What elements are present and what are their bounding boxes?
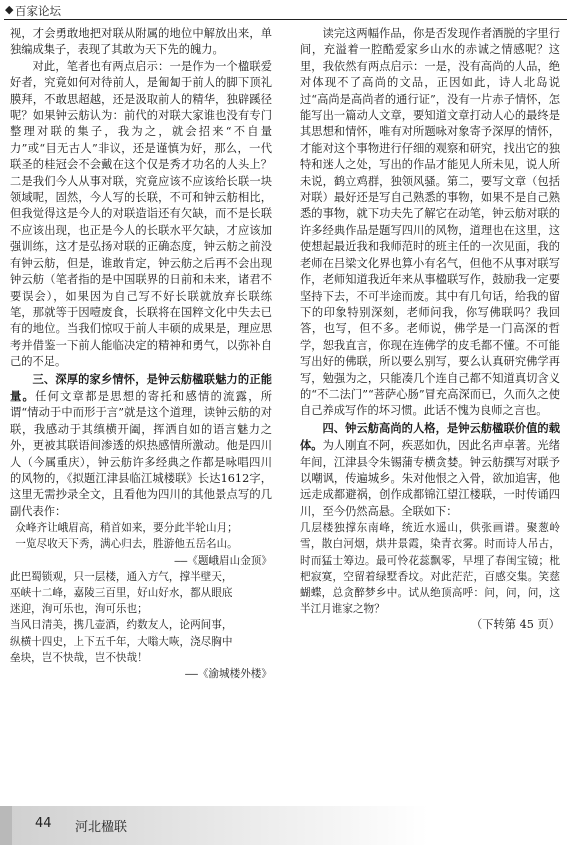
left-column — [10, 26, 272, 682]
poem-source: ——《题峨眉山金顶》 — [174, 554, 272, 567]
poem-line: 垒块，岂不快哉，岂不快哉！ — [10, 651, 148, 664]
poem-line: 巫峡十二峰，嘉陵三百里，好山好水，都从眼底 — [10, 587, 233, 599]
journal-name: 河北楹联 — [75, 820, 128, 835]
page-number: 44 — [35, 816, 52, 831]
page-header — [0, 0, 571, 22]
poem-line: 众峰齐让峨眉高，稍首如来，要分此半轮山月； — [15, 522, 238, 535]
section-heading: 四、钟云舫高尚的人格，是钟云舫楹联价值的载体。 — [300, 420, 560, 453]
paragraph: 读完这两幅作品，你是否发现作者酒脱的字里行间，充溢着一腔酷爱家乡山水的赤诚之情感呢？这里，我依然有两点启示：一是，没有高尚的人品，绝对体现不了高尚的文品，正因如此，诗人北岛说过“高尚是高尚者的通行证”，没有一片赤子情怀，怎能写出一篇动人文章，要知道文章打动人心的最终是其思想和情怀，唯有对所题咏对象寄予深厚的情怀，才能对这个事物进行仔细的观察和研究，找出它的独特和迷人之处，写出的作品才能见人所未见，说人所未说，鹤立鸡群，独领风骚。第二，要写文章（包括对联）最好还是写自己熟悉的事物，如果不是自己熟悉的事物，就下功夫先了解它在动笔，钟云舫对联的许多经典作品是题写四川的风物，道理也在这里，这使想起最近我和我师范时的班主任的一次见面，我的老师在吕梁文化界也算小有名气，但他不从事对联写作，老师知道我近年来从事楹联写作，鼓励我一定要坚持下去，不可半途而废。其中有几句话，给我的留下的印象特别深刻，老师问我，你写佛联吗？我回答，也写，但不多。老师说，佛学是一门高深的哲学，恕我直言，你现在连佛学的皮毛都不懂。不可能写出好的佛联，所以要么别写，要么认真研究佛学再写，勉强为之，只能凑几个连自己都不知道真切含义的“不二法门”“菩萨心肠”冒充高深而已，久而久之使自己养成写作的坏习惯。此话不愧为良师之言也。 — [300, 27, 560, 418]
paragraph: 对此，笔者也有两点启示：一是作为一个楹联爱好者，究竟如何对待前人，是匍匐于前人的脚下顶礼膜拜，不敢思超越，还是汲取前人的精华，独辟蹊径呢？如果钟云舫认为：前代的对联大家谁也没有专门整理对联的集子，我为之，就会招来“不自量力”或“目无古人”非议，还是谨慎为好，那么，一代联圣的桂冠会不会戴在这个仅是秀才功名的人头上？二是我们今人从事对联，究竟应该不应该给长联一块领域呢，固然，今人写的长联，不可和钟云舫相比，但我觉得这是今人的对联造诣还有欠缺，而不是长联不应该出现，也正是今人的长联水平欠缺，才应该加强训练，这才是弘扬对联的正确态度，钟云舫之前没有钟云舫，但是，谁敢肯定，钟云舫之后再不会出现钟云舫（笔者指的是中国联界的日前和未来，诸君不要误会），如果因为自己写不好长联就放弃长联练笔，那就等于因噎废食，长联将在国粹文化中失去已有的地位。当我们惊叹于前人丰硕的成果是，理应思考并借鉴一下前人能临决定的精神和勇气，以弥补自己的不足。 — [10, 59, 272, 369]
poem-line: 当风日清美，携几壶酒，约数友人，论两间事， — [10, 619, 233, 632]
poem-text: 几层楼独撑东南峰，统近水遥山，供张画谱。聚葱岭雪，散白河烟，烘井景霞，染青衣雾。时而诗人吊古，时而猛士筹边。最可怜花蕊飘零，早埋了春闺宝镜；枇杷寂寞，空留着绿墅香坟。对此茫茫，百感交集。笑慈蝴蝶，总贪醉梦乡中。试从绝顶高呼：问，问，问，这半江月谁家之物？ — [300, 522, 560, 616]
section-body: 为人刚直不阿，疾恶如仇，因此名声卓著。光绪年间，江津县令朱锡蒲专横贪婪。钟云舫撰写对联予以嘲讽，传遍城乡。朱对他恨之入骨，欲加追害，他远走成都避祸，创作成都锦江望江楼联，一时传诵四川，至今仍然高悬。全联如下： — [300, 439, 560, 518]
section-4 — [300, 420, 560, 520]
section-heading: 三、深厚的家乡情怀，是钟云舫楹联魅力的正能量。 — [10, 371, 272, 403]
diamond-icon: ◆ — [5, 3, 14, 16]
footer-notch — [0, 806, 12, 845]
section-title: 百家论坛 — [15, 4, 61, 18]
paragraph: 视，才会勇敢地把对联从附属的地位中解放出来，单独编成集子，表现了其敢为天下先的魄力。 — [10, 27, 272, 57]
section-3 — [10, 371, 272, 521]
poem-line: 此巴蜀锁观，只一层楼，通入方气，撑半壁天， — [10, 570, 233, 583]
poem-line: 一览尽收天下秀，满心归去，胜游他五岳名山。 — [15, 538, 238, 551]
poem-line: 纵横十四史，上下五千年，大嗡大咴，浇尽胸中 — [10, 635, 233, 648]
poem-line: 迷迎，洵可乐也，洵可乐也； — [10, 603, 148, 616]
section-body: 任何文章都是思想的寄托和感情的流露，所谓“情动于中而形于言”就是这个道理，读钟云舫的对联，我感动于其缜横开阖，挥洒自如的语言魅力之外，更被其联语间渗透的炽热感情所激动。他是四川人（今属重庆），钟云舫许多经典之作都是咏唱四川的风物的，《拟题江津县临江城楼联》长达1612字，这里无需抄录全文，且看他为四川的其他景点写的几副代表作： — [10, 389, 272, 518]
poem-source: ——《渝城楼外楼》 — [185, 668, 272, 681]
continuation-note: （下转第 45 页） — [471, 618, 560, 632]
header-rule — [4, 19, 567, 20]
right-column — [300, 26, 560, 634]
page-footer — [0, 806, 571, 845]
